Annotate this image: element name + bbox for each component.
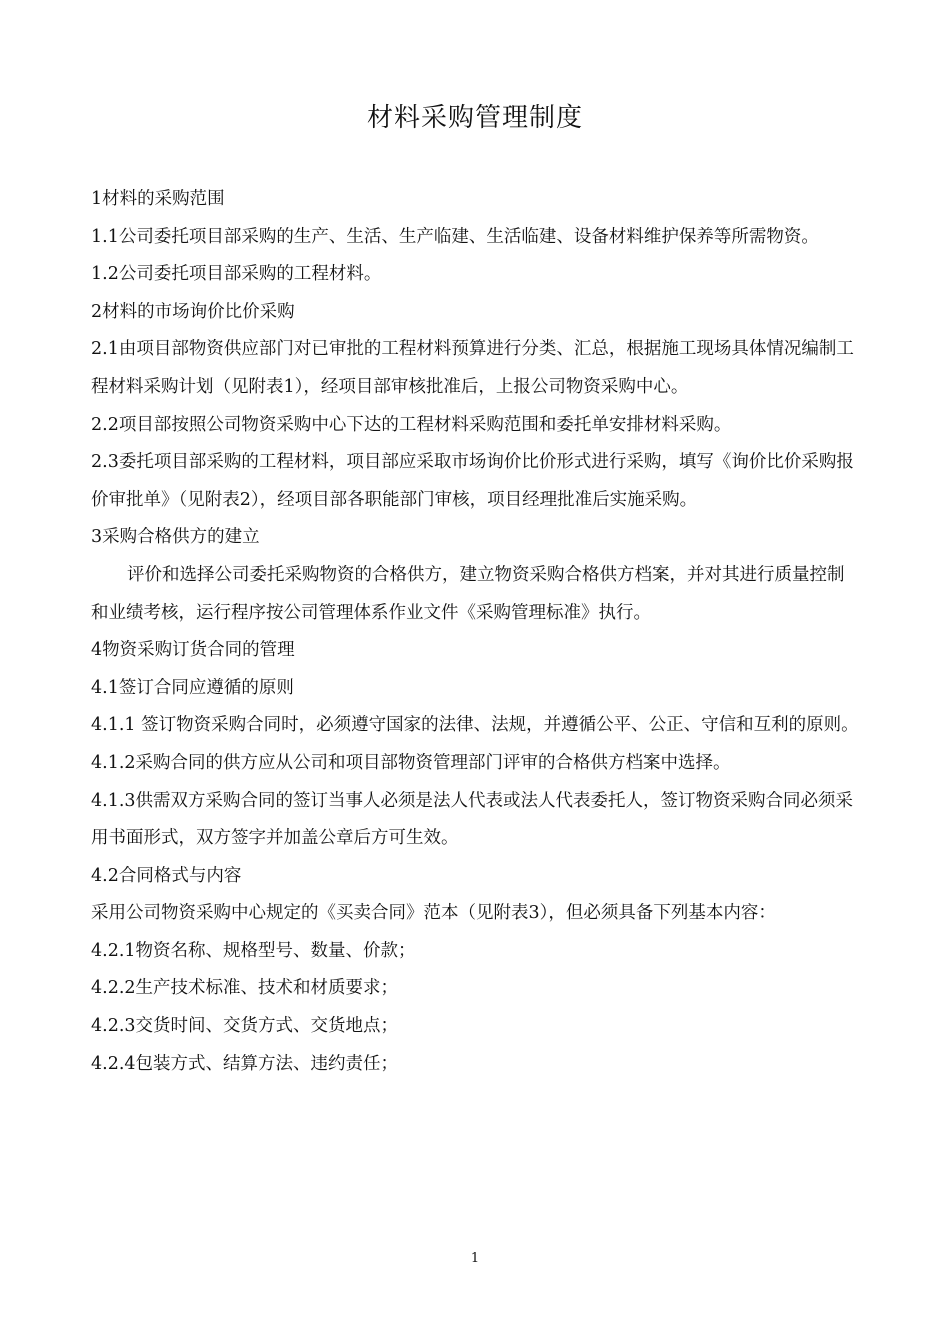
paragraph: 4.1.1 签订物资采购合同时，必须遵守国家的法律、法规，并遵循公平、公正、守信和互利的原则。: [91, 715, 859, 736]
paragraph: 4.1.3供需双方采购合同的签订当事人必须是法人代表或法人代表委托人，签订物资采购合同必须采用书面形式，双方签字并加盖公章后方可生效。: [91, 790, 854, 849]
list-item: 4.2.4包装方式、结算方法、违约责任；: [91, 1053, 399, 1074]
paragraph: 采用公司物资采购中心规定的《买卖合同》范本（见附表3），但必须具备下列基本内容：: [91, 903, 776, 924]
section-heading: 1材料的采购范围: [91, 189, 225, 209]
paragraph: 2.3委托项目部采购的工程材料，项目部应采取市场询价比价形式进行采购，填写《询价比价采购报价审批单》（见附表2），经项目部各职能部门审核，项目经理批准后实施采购。: [91, 452, 854, 510]
paragraph: 2.2项目部按照公司物资采购中心下达的工程材料采购范围和委托单安排材料采购。: [91, 414, 732, 435]
section-heading: 3采购合格供方的建立: [91, 527, 260, 548]
subsection-heading: 4.2合同格式与内容: [91, 865, 242, 886]
list-item: 4.2.3交货时间、交货方式、交货地点；: [91, 1016, 399, 1037]
page-number: 1: [470, 1251, 480, 1266]
section-heading: 4物资采购订货合同的管理: [91, 640, 295, 661]
list-item: 4.2.2生产技术标准、技术和材质要求；: [91, 978, 399, 999]
paragraph: 4.1.2采购合同的供方应从公司和项目部物资管理部门评审的合格供方档案中选择。: [91, 752, 731, 773]
paragraph: 1.1公司委托项目部采购的生产、生活、生产临建、生活临建、设备材料维护保养等所需物资。: [91, 226, 819, 247]
list-item: 4.2.1物资名称、规格型号、数量、价款；: [91, 940, 416, 961]
subsection-heading: 4.1签订合同应遵循的原则: [91, 677, 294, 698]
paragraph: 评价和选择公司委托采购物资的合格供方，建立物资采购合格供方档案，并对其进行质量控制和业绩考核，运行程序按公司管理体系作业文件《采购管理标准》执行。: [91, 564, 845, 623]
document-title: 材料采购管理制度: [366, 103, 583, 133]
paragraph: 2.1由项目部物资供应部门对已审批的工程材料预算进行分类、汇总，根据施工现场具体情况编制工程材料采购计划（见附表1），经项目部审核批准后，上报公司物资采购中心。: [91, 339, 854, 397]
section-heading: 2材料的市场询价比价采购: [91, 301, 295, 322]
paragraph: 1.2公司委托项目部采购的工程材料。: [91, 264, 382, 285]
document-body: [91, 181, 861, 1083]
